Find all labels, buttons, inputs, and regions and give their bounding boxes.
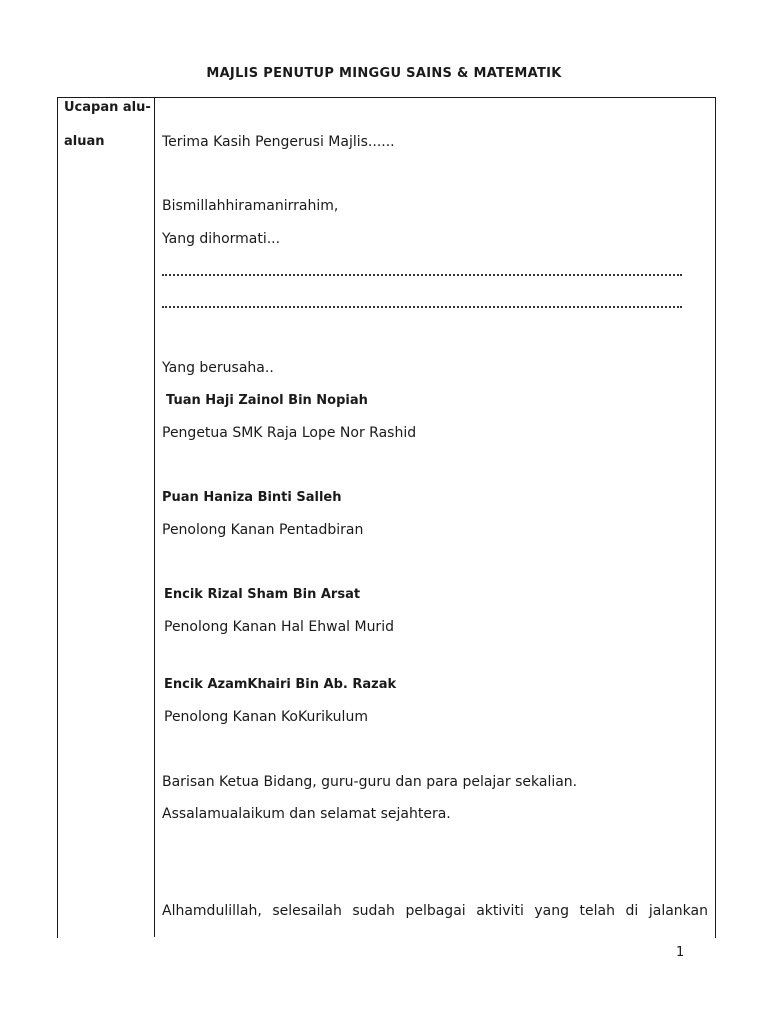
bismillah-line: Bismillahhiramanirrahim,: [162, 198, 339, 214]
dotted-line-2: [162, 306, 682, 308]
body-paragraph-start: Alhamdulillah, selesailah sudah pelbagai aktiviti yang telah di jalankan: [162, 903, 708, 919]
person-role: Penolong Kanan Pentadbiran: [162, 522, 364, 538]
person-role: Pengetua SMK Raja Lope Nor Rashid: [162, 425, 417, 441]
honorific-line: Yang berusaha..: [162, 360, 274, 376]
column-divider: [154, 97, 155, 937]
greeting-line: Terima Kasih Pengerusi Majlis......: [162, 134, 395, 150]
honored-line: Yang dihormati...: [162, 231, 281, 247]
person-name: Tuan Haji Zainol Bin Nopiah: [166, 393, 368, 408]
person-name: Puan Haniza Binti Salleh: [162, 490, 342, 505]
closing-line-1: Barisan Ketua Bidang, guru-guru dan para pelajar sekalian.: [162, 774, 578, 790]
document-title: MAJLIS PENUTUP MINGGU SAINS & MATEMATIK: [206, 66, 562, 81]
page-number: 1: [676, 945, 685, 960]
person-name: Encik Rizal Sham Bin Arsat: [164, 587, 361, 602]
person-name: Encik AzamKhairi Bin Ab. Razak: [164, 677, 397, 692]
dotted-line-1: [162, 274, 682, 276]
person-role: Penolong Kanan Hal Ehwal Murid: [164, 619, 394, 635]
section-label-line-1: Ucapan alu-: [64, 100, 151, 115]
section-label-line-2: aluan: [64, 134, 105, 149]
closing-line-2: Assalamualaikum dan selamat sejahtera.: [162, 806, 451, 822]
person-role: Penolong Kanan KoKurikulum: [164, 709, 368, 725]
